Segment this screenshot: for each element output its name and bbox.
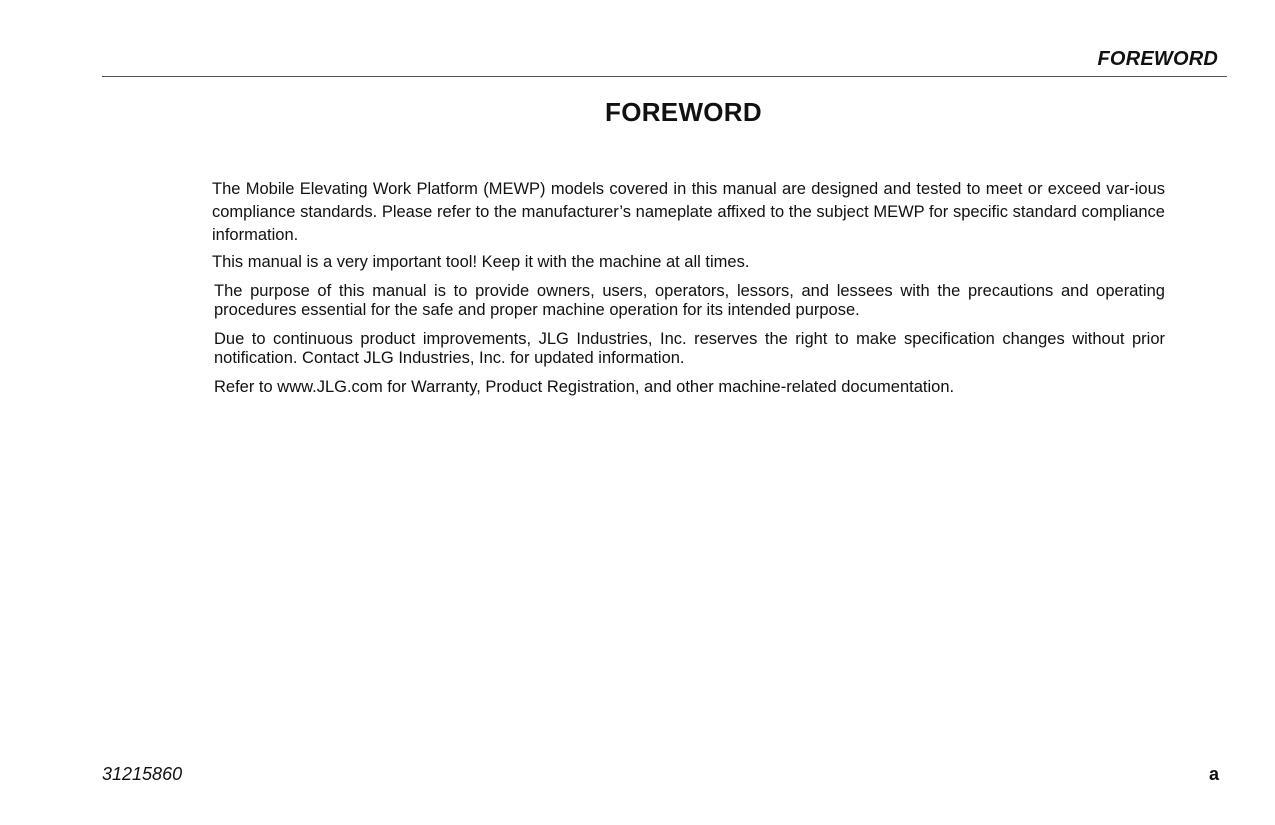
page-number: a <box>1208 764 1219 784</box>
page-title: FOREWORD <box>605 97 762 127</box>
paragraph-improvements: Due to continuous product improvements, JLG Industries, Inc. reserves the right to make specification changes without prior notification. Contact JLG Industries, Inc. for updated information. <box>214 330 1165 367</box>
paragraph-purpose: The purpose of this manual is to provide owners, users, operators, lessors, and lessees with the precautions and operating procedures essential for the safe and proper machine operation for its intended purpose. <box>214 282 1165 319</box>
paragraph-important-tool: This manual is a very important tool! Keep it with the machine at all times. <box>212 253 750 271</box>
document-number: 31215860 <box>102 764 183 784</box>
paragraph-compliance: The Mobile Elevating Work Platform (MEWP) models covered in this manual are designed and tested to meet or exceed var-ious compliance standards. Please refer to the manufacturer’s nameplate affixed to the subject MEWP for specific standard compliance information. <box>212 180 1165 244</box>
running-header-title: FOREWORD <box>1097 48 1218 70</box>
running-header <box>102 46 1227 77</box>
foreword-body <box>212 178 1165 407</box>
page-footer <box>102 764 1219 788</box>
paragraph-website-reference: Refer to www.JLG.com for Warranty, Product Registration, and other machine-related documentation. <box>214 378 955 396</box>
